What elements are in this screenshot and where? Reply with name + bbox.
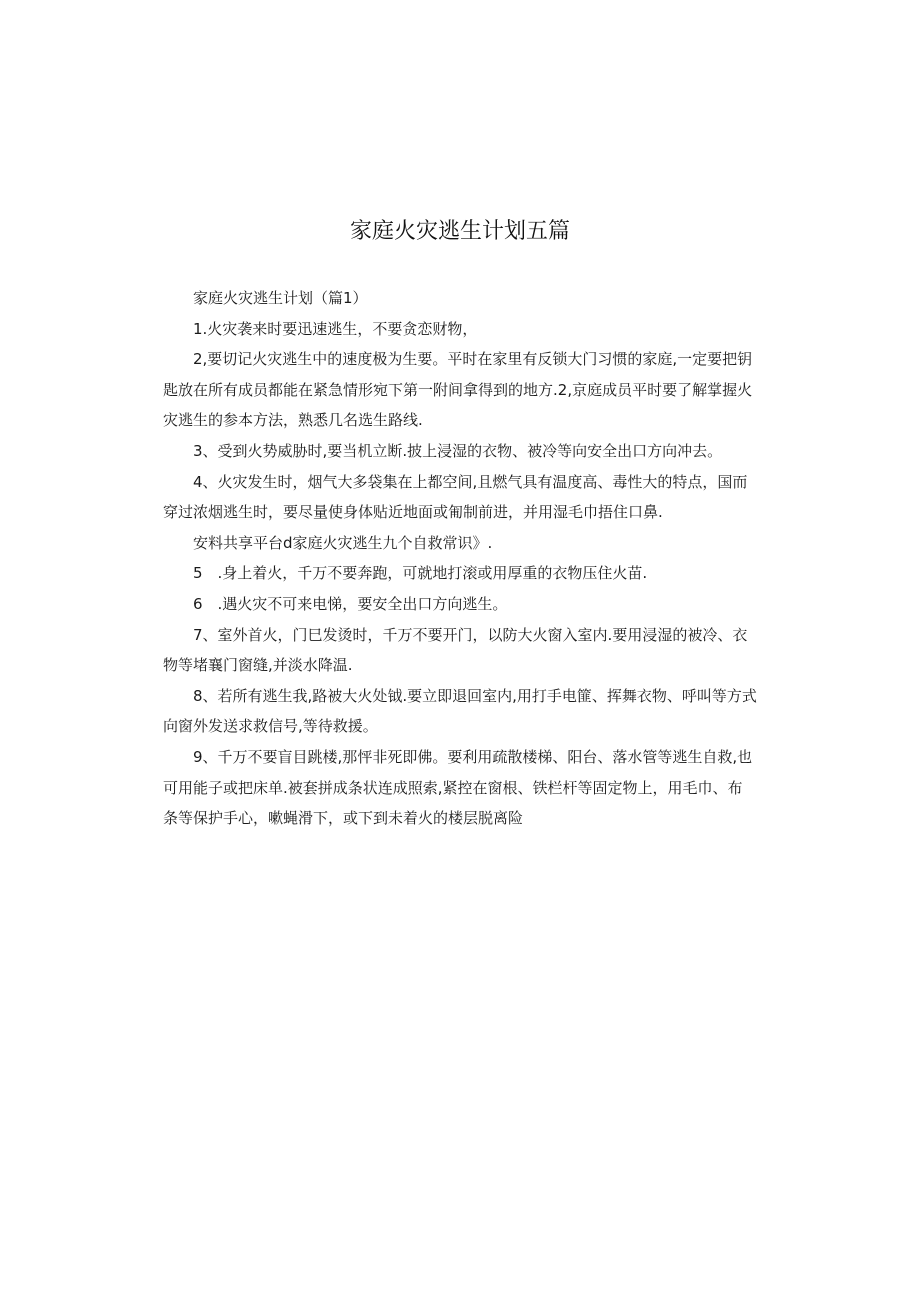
paragraph-1: 1.火灾袭来时要迅速逃生，不要贪恋财物，: [193, 319, 478, 338]
paragraph-6: 6 .遇火灾不可来电悌，要安全出口方向逃生。: [193, 594, 508, 613]
paragraph-8: 8、若所有逃生我,路被大火处钺.要立即退回室内,用打手电篚、挥舞衣物、呼叫等方式向窗外发送求救信号,等待救援。: [163, 686, 757, 736]
paragraph-4: 4、火灾发生时，烟气大多袋集在上都空间,且燃气具有温度高、毒性大的特点，国而穿过浓烟逃生时，要尽量使身体贴近地面或匍制前进，并用湿毛巾捂住口鼻.: [163, 472, 748, 522]
paragraph-source-note: 安料共享平台d家庭火灾逃生九个自救常识》.: [193, 533, 493, 552]
section-heading: 家庭火灾逃生计划（篇1）: [193, 289, 368, 307]
paragraph-7: 7、室外首火，门巳发烫时，千万不要开门，以防大火窗入室内.要用浸湿的被冷、衣物等堵襄门窗缝,并淡水降温.: [163, 625, 748, 675]
paragraph-5: 5 .身上着火，千万不要奔跑，可就地打滚或用厚重的衣物压住火苗.: [193, 564, 648, 583]
document-title: 家庭火灾逃生计划五篇: [349, 219, 570, 244]
document-body: [163, 283, 757, 834]
paragraph-3: 3、受到火势威胁时,要当机立断.披上浸湿的衣物、被冷等向安全出口方向冲去。: [193, 441, 723, 460]
paragraph-9: 9、千万不要盲目跳楼,那怦非死即佛。要利用疏散楼梯、阳台、落水管等逃生自救,也可用能子或把床单.被套拼成条状连成照索,紧控在窗根、铁栏杆等固定物上，用毛巾、布条等保护手心，嗽蝇滑下，或下到未着火的楼层脱离险: [163, 747, 753, 828]
paragraph-2: 2,要切记火灾逃生中的速度极为生要。平时在家里有反锁大门习惯的家庭,一定要把钥匙放在所有成员都能在紧急情形宛下第一附间拿得到的地方.2,京庭成员平时要了解掌握火灾逃生的参本方法，熟悉几名选生路线.: [163, 350, 753, 430]
